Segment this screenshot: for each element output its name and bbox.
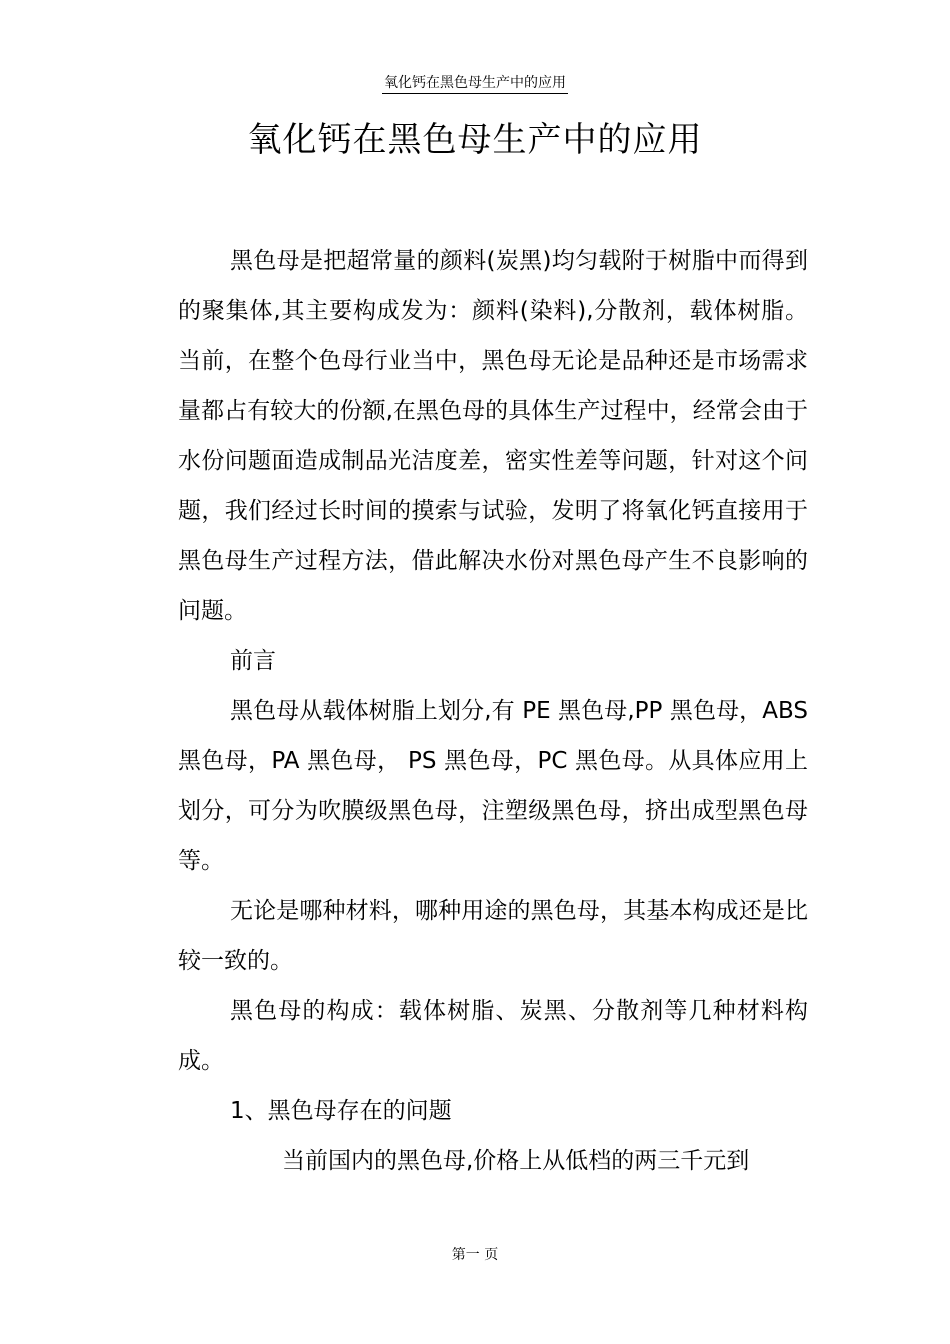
page-number: 第一 页 [451,1247,499,1263]
section-heading-preface: 前言 [230,648,276,674]
running-header [0,74,950,94]
paragraph-classification: 黑色母从载体树脂上划分,有 PE 黑色母,PP 黑色母，ABS 黑色母，PA 黑色母， PS 黑色母，PC 黑色母。从具体应用上划分，可分为吹膜级黑色母，注塑级黑色母，挤出成型黑色母等。 [178,698,808,874]
paragraph-composition-consistency: 无论是哪种材料，哪种用途的黑色母，其基本构成还是比较一致的。 [178,898,808,974]
paragraph-intro: 黑色母是把超常量的颜料(炭黑)均匀载附于树脂中而得到的聚集体,其主要构成发为：颜料(染料),分散剂，载体树脂。当前，在整个色母行业当中，黑色母无论是品种还是市场需求量都占有较大的份额,在黑色母的具体生产过程中，经常会由于水份问题面造成制品光洁度差，密实性差等问题，针对这个问题，我们经过长时间的摸索与试验，发明了将氧化钙直接用于黑色母生产过程方法，借此解决水份对黑色母产生不良影响的问题。 [178,248,808,624]
document-title: 氧化钙在黑色母生产中的应用 [247,120,703,160]
document-body [178,236,808,1186]
paragraph-price: 当前国内的黑色母,价格上从低档的两三千元到 [282,1148,750,1174]
paragraph-composition: 黑色母的构成：载体树脂、炭黑、分散剂等几种材料构成。 [178,998,808,1074]
section-heading-problems: 1、黑色母存在的问题 [230,1098,452,1124]
running-header-title: 氧化钙在黑色母生产中的应用 [382,74,568,94]
